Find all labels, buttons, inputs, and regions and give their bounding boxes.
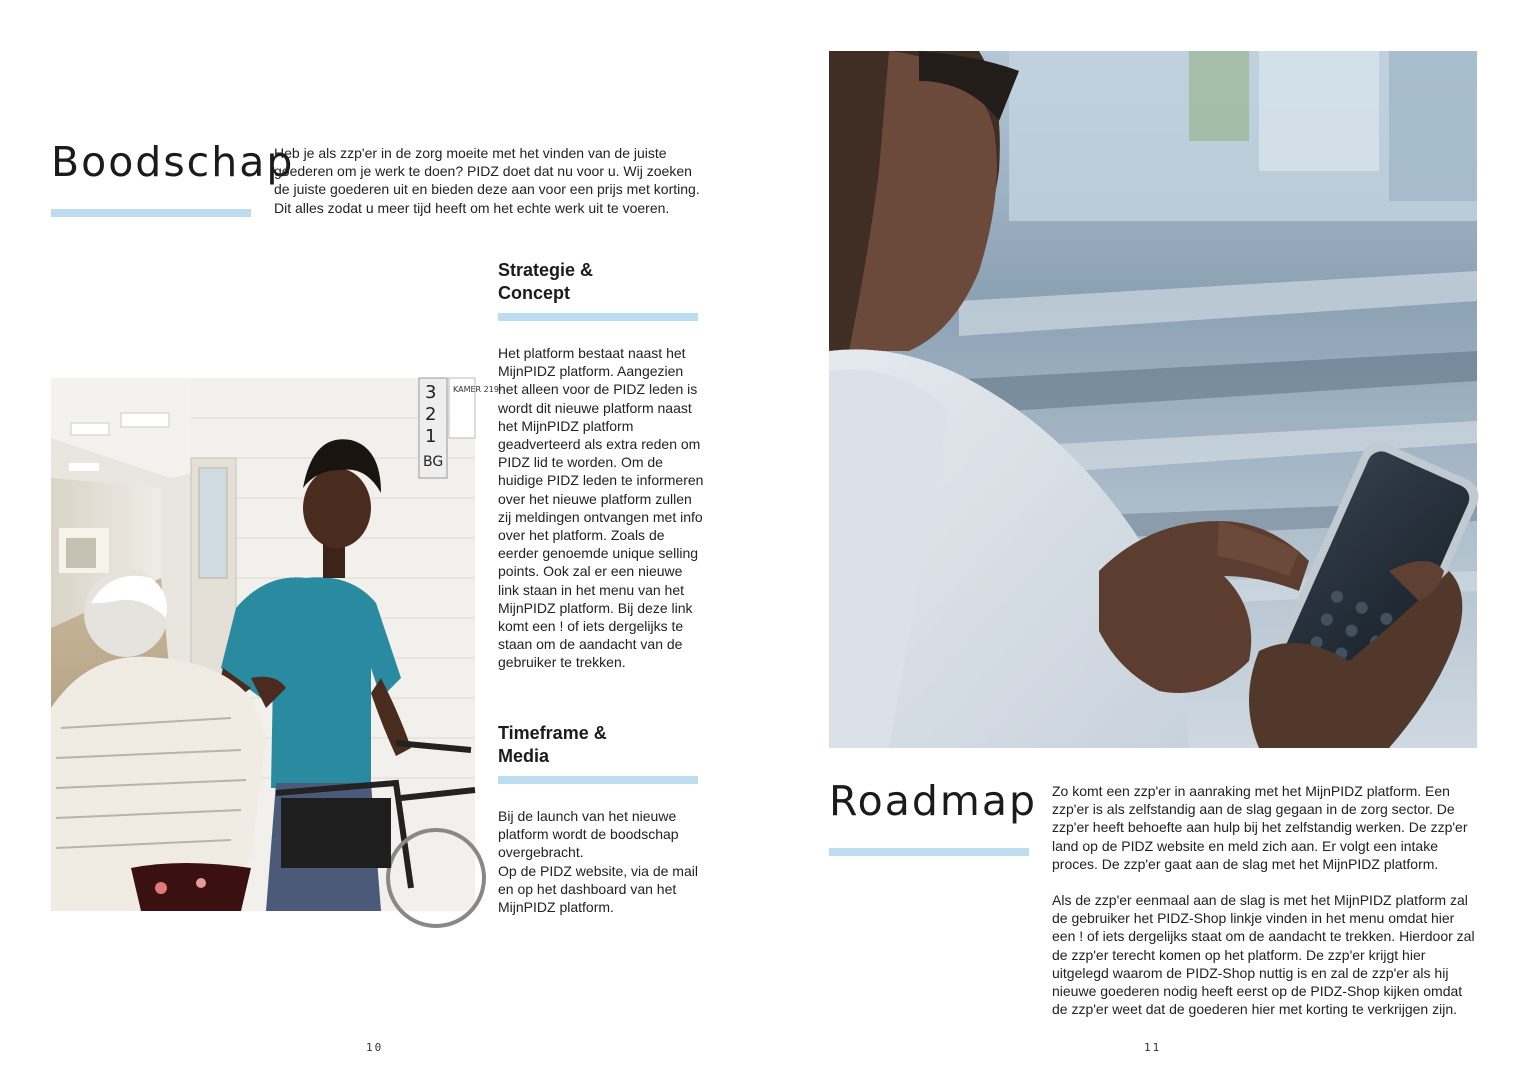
roadmap-body — [1052, 782, 1480, 1018]
page-number-left: 10 — [366, 1041, 384, 1054]
timeframe-body — [498, 807, 704, 916]
strategie-title — [498, 259, 698, 305]
timeframe-title-line2: Media — [498, 746, 550, 766]
room-digit-1: 1 — [425, 426, 437, 447]
timeframe-underline — [498, 776, 698, 784]
room-digit-3: 3 — [425, 382, 437, 403]
timeframe-body-p1: Bij de launch van het nieuwe platform wordt de boodschap overgebracht. — [498, 808, 679, 861]
timeframe-body-p2: Op de PIDZ website, via de mail en op het dashboard van het MijnPIDZ platform. — [498, 862, 698, 916]
strategie-title-line2: Concept — [498, 283, 570, 303]
roadmap-title: Roadmap — [829, 777, 1037, 825]
boodschap-title-underline — [51, 209, 251, 217]
room-digit-bg: BG — [423, 454, 444, 470]
boodschap-intro: Heb je als zzp'er in de zorg moeite met het vinden van de juiste goederen om je werk te doen? PIDZ doet dat nu voor u. Wij zoeken de juiste goederen uit en bieden deze aan voor een prijs met korting. Dit alles zodat u meer tijd heeft om het echte werk uit te voeren. — [274, 145, 700, 216]
nurse-patient-photo — [51, 378, 502, 911]
roadmap-title-underline — [829, 848, 1029, 856]
timeframe-title — [498, 722, 698, 768]
roadmap-body-p2: Als de zzp'er eenmaal aan de slag is met het MijnPIDZ platform zal de gebruiker het PIDZ-Shop linkje vinden in het menu omdat hier een ! of iets dergelijks staat om de aandacht te trekken. Hierdoor zal de zzp'er terecht komen op het platform. De zzp'er krijgt hier uitgelegd waarom de PIDZ-Shop nuttig is en zal de zzp'er als hij nieuwe goederen nodig heeft eerst op de PIDZ-Shop kijken omdat de zzp'er weet dat de goederen hier met korting te verkrijgen zijn. — [1052, 892, 1475, 1018]
strategie-title-line1: Strategie & — [498, 260, 594, 280]
door-sign-text: KAMER 219- — [453, 385, 502, 394]
room-digit-2: 2 — [425, 404, 437, 425]
page-number-right: 11 — [1144, 1041, 1162, 1054]
strategie-underline — [498, 313, 698, 321]
roadmap-body-p1: Zo komt een zzp'er in aanraking met het MijnPIDZ platform. Een zzp'er is als zelfstandig aan de slag gegaan in de zorg sector. De zzp'er heeft behoefte aan hulp bij het zelfstandig werken. De zzp'er land op de PIDZ website en meld zich aan. Er volgt een intake proces. De zzp'er gaat aan de slag met het MijnPIDZ platform. — [1052, 783, 1468, 872]
boodschap-title: Boodschap — [51, 138, 295, 186]
timeframe-title-line1: Timeframe & — [498, 723, 607, 743]
strategie-body: Het platform bestaat naast het MijnPIDZ platform. Aangezien het alleen voor de PIDZ leden is wordt dit nieuwe platform naast het MijnPIDZ platform geadverteerd als extra reden om PIDZ lid te worden. Om de huidige PIDZ leden te informeren over het nieuwe platform zullen zij meldingen ontvangen met info over het platform. Zoals de eerder genoemde unique selling points. Ook zal er een nieuwe link staan in het menu van het MijnPIDZ platform. Bij deze link komt een ! of iets dergelijks te staan om de aandacht van de gebruiker te trekken. — [498, 345, 704, 671]
smartphone-photo — [829, 51, 1477, 748]
